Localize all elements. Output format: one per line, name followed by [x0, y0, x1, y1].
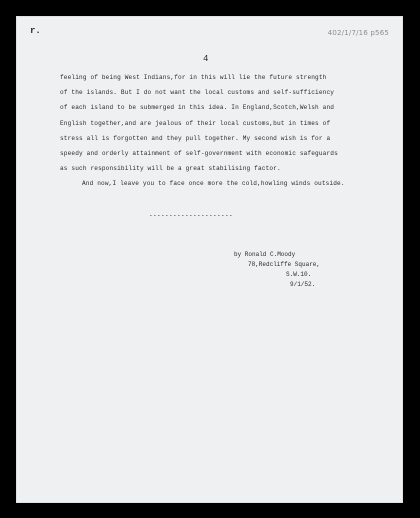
- archive-reference: 402/1/7/16 p565: [327, 29, 389, 37]
- paragraph-line: speedy and orderly attainment of self-government with economic safeguards: [60, 149, 338, 157]
- document-page: [16, 16, 403, 503]
- page-number: 4: [203, 54, 209, 64]
- corner-mark: r.: [30, 26, 41, 36]
- closing-line: And now,I leave you to face once more the cold,howling winds outside.: [82, 180, 345, 188]
- paragraph-line: stress all is forgotten and they pull together. My second wish is for a: [60, 134, 331, 142]
- body-paragraph: [60, 70, 380, 192]
- separator-line: ---------------------: [149, 212, 234, 219]
- signature-date: 9/1/52.: [290, 281, 316, 288]
- address-line-2: S.W.10.: [286, 271, 312, 278]
- paragraph-line: of the islands. But I do not want the local customs and self-sufficiency: [60, 89, 335, 97]
- paragraph-line: English together,and are jealous of their local customs,but in times of: [60, 119, 331, 127]
- signature-block: [234, 250, 320, 290]
- author-line: by Ronald C.Moody: [234, 251, 296, 258]
- paragraph-line: of each island to be submerged in this idea. In England,Scotch,Welsh and: [60, 104, 335, 112]
- address-line-1: 78,Redcliffe Square,: [248, 261, 321, 268]
- paragraph-line: as such responsibility will be a great stabilising factor.: [60, 165, 281, 173]
- paragraph-line: feeling of being West Indians,for in this will lie the future strength: [60, 74, 327, 81]
